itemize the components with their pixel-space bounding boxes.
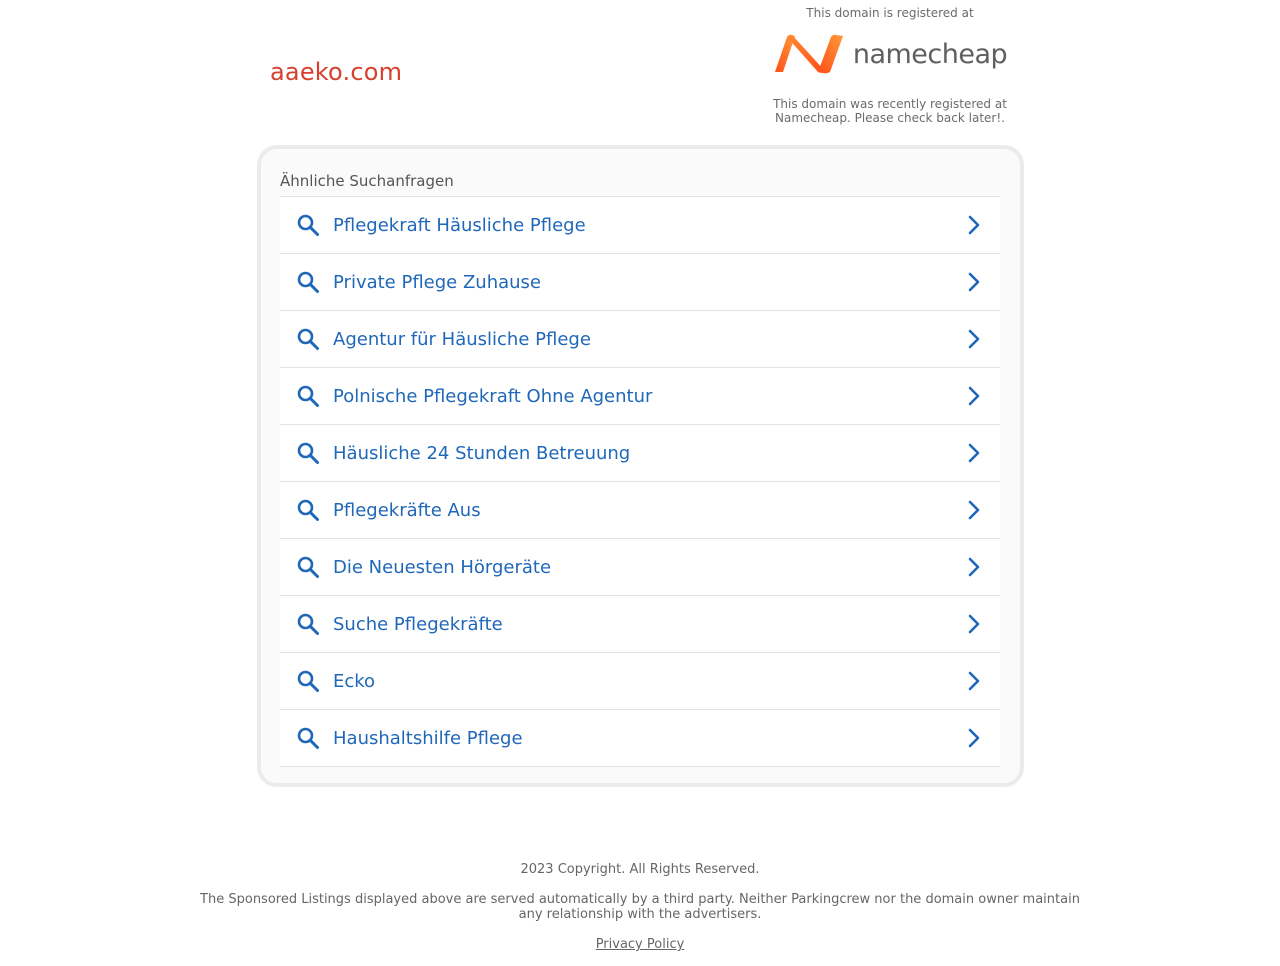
related-search-item-9[interactable] [280, 653, 1000, 710]
related-search-label: Häusliche 24 Stunden Betreuung [333, 442, 631, 464]
search-icon [296, 441, 320, 465]
related-searches-heading: Ähnliche Suchanfragen [280, 172, 454, 190]
related-search-item-2[interactable] [280, 254, 1000, 311]
chevron-right-icon [966, 670, 982, 692]
namecheap-logo[interactable] [760, 31, 1020, 77]
search-icon [296, 498, 320, 522]
search-icon [296, 213, 320, 237]
chevron-right-icon [966, 214, 982, 236]
chevron-right-icon [966, 727, 982, 749]
registered-at-text: This domain is registered at [806, 6, 974, 20]
chevron-right-icon [966, 442, 982, 464]
namecheap-mark-icon [773, 34, 845, 74]
disclaimer-text: The Sponsored Listings displayed above are served automatically by a third party. Neither Parkingcrew nor the domain owner maintain any relationship with the advertisers. [200, 892, 1080, 922]
search-icon [296, 270, 320, 294]
chevron-right-icon [966, 499, 982, 521]
related-search-label: Pflegekräfte Aus [333, 499, 481, 521]
chevron-right-icon [966, 556, 982, 578]
search-icon [296, 384, 320, 408]
chevron-right-icon [966, 613, 982, 635]
related-search-item-5[interactable] [280, 425, 1000, 482]
domain-name: aaeko.com [270, 58, 403, 86]
related-search-label: Suche Pflegekräfte [333, 613, 503, 635]
related-search-label: Ecko [333, 670, 376, 692]
search-icon [296, 612, 320, 636]
related-search-item-3[interactable] [280, 311, 1000, 368]
privacy-policy-link[interactable]: Privacy Policy [595, 937, 685, 952]
registrar-note [760, 97, 1020, 125]
chevron-right-icon [966, 271, 982, 293]
related-search-item-6[interactable] [280, 482, 1000, 539]
related-search-label: Pflegekraft Häusliche Pflege [333, 214, 586, 236]
search-icon [296, 669, 320, 693]
registrar-note-line2: Namecheap. Please check back later!. [775, 111, 1005, 125]
related-search-item-10[interactable] [280, 710, 1000, 767]
related-search-label: Agentur für Häusliche Pflege [333, 328, 591, 350]
registrar-note-line1: This domain was recently registered at [773, 97, 1007, 111]
related-search-label: Polnische Pflegekraft Ohne Agentur [333, 385, 653, 407]
chevron-right-icon [966, 328, 982, 350]
search-icon [296, 327, 320, 351]
related-searches-panel [257, 145, 1024, 787]
related-search-item-8[interactable] [280, 596, 1000, 653]
related-search-item-1[interactable] [280, 197, 1000, 254]
registrar-info [760, 5, 1020, 125]
copyright-text: 2023 Copyright. All Rights Reserved. [520, 862, 760, 877]
search-icon [296, 726, 320, 750]
related-searches-list [280, 196, 1000, 767]
registrar-name: namecheap [852, 38, 1008, 70]
chevron-right-icon [966, 385, 982, 407]
related-search-label: Private Pflege Zuhause [333, 271, 542, 293]
search-icon [296, 555, 320, 579]
related-search-label: Die Neuesten Hörgeräte [333, 556, 552, 578]
footer [0, 862, 1280, 953]
related-search-item-7[interactable] [280, 539, 1000, 596]
related-search-item-4[interactable] [280, 368, 1000, 425]
related-search-label: Haushaltshilfe Pflege [333, 727, 523, 749]
